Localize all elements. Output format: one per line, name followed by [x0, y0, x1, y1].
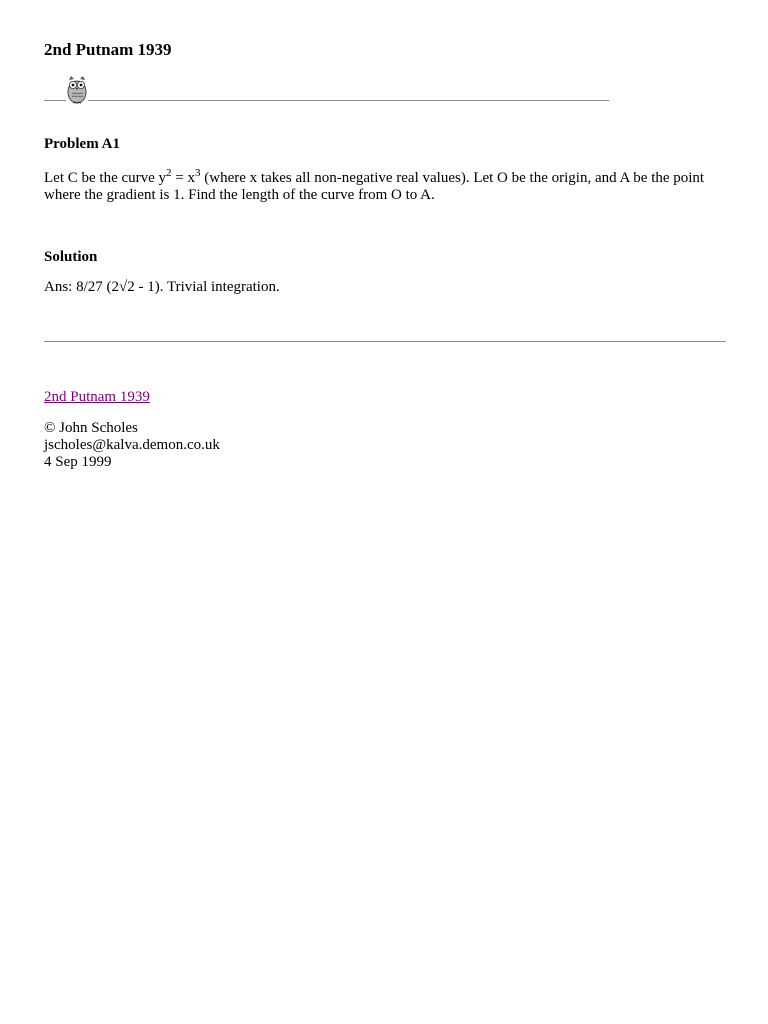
footer-credits [44, 420, 220, 471]
exponent-2: 2 [166, 167, 172, 179]
problem-text-part: Let C be the curve y [44, 170, 167, 186]
problem-text-part: = x [171, 170, 196, 186]
email-line: jscholes@kalva.demon.co.uk [44, 437, 220, 453]
problem-heading: Problem A1 [44, 136, 120, 152]
solution-heading: Solution [44, 249, 98, 265]
date-line: 4 Sep 1999 [44, 454, 112, 470]
page-title: 2nd Putnam 1939 [44, 40, 172, 59]
exponent-3: 3 [195, 167, 201, 179]
solution-text: Ans: 8/27 (2√2 - 1). Trivial integration. [44, 279, 280, 295]
problem-text-part: (where x takes all non-negative real values). Let O be the origin, and A be the point where the gradient is 1. Find the length of the curve from O to A. [44, 170, 705, 203]
owl-icon [66, 76, 88, 104]
problem-statement [44, 167, 724, 204]
bottom-rule [44, 341, 726, 342]
copyright-line: © John Scholes [44, 420, 138, 436]
owl-divider [44, 76, 609, 104]
footer-link-putnam-1939[interactable]: 2nd Putnam 1939 [44, 389, 150, 405]
top-rule [44, 100, 609, 101]
